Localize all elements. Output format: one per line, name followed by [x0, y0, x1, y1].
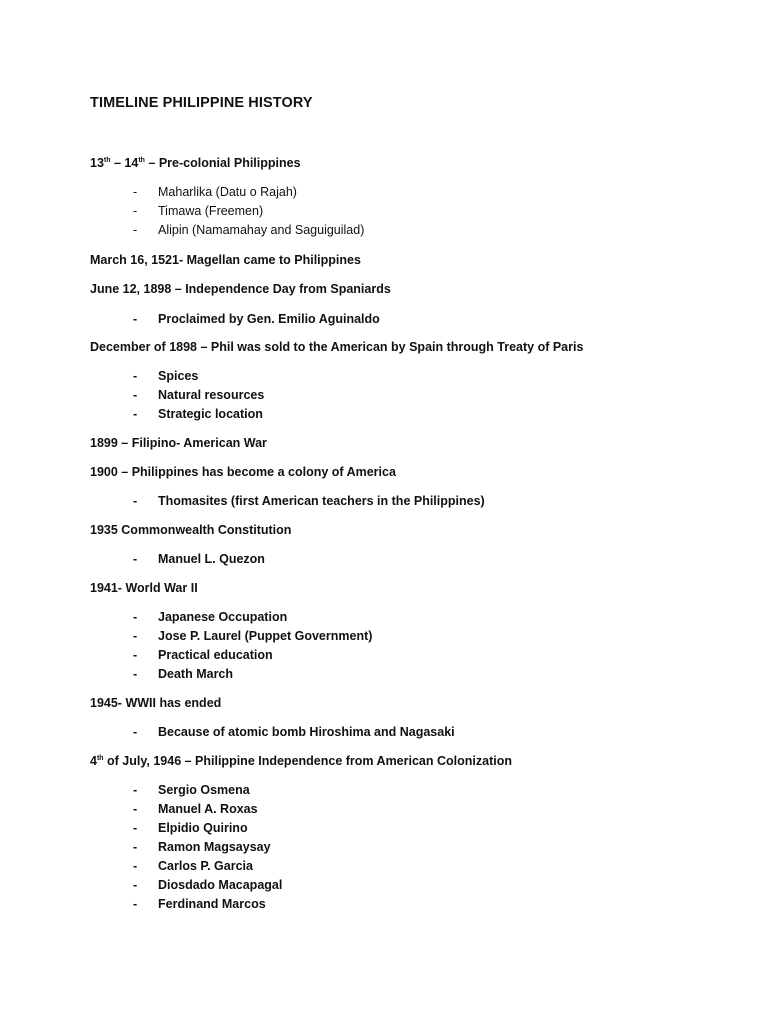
list-item-text: Diosdado Macapagal	[158, 878, 283, 892]
bullet-dash: -	[133, 223, 138, 237]
section-heading: December of 1898 – Phil was sold to the American by Spain through Treaty of Paris	[90, 340, 584, 354]
bullet-dash: -	[133, 802, 138, 816]
list-item-text: Japanese Occupation	[158, 610, 288, 624]
section-heading: 1900 – Philippines has become a colony of America	[90, 465, 396, 479]
list-item-text: Strategic location	[158, 407, 263, 421]
bullet-dash: -	[133, 648, 138, 662]
list-item-text: Alipin (Namamahay and Saguiguilad)	[158, 223, 365, 237]
list-item-text: Maharlika (Datu o Rajah)	[158, 185, 297, 199]
page-title: TIMELINE PHILIPPINE HISTORY	[90, 95, 313, 111]
heading-superscript: th	[96, 754, 104, 762]
bullet-dash: -	[133, 204, 138, 218]
bullet-dash: -	[133, 725, 138, 739]
section-heading	[90, 156, 301, 170]
list-item-text: Sergio Osmena	[158, 783, 250, 797]
section-heading: June 12, 1898 – Independence Day from Spaniards	[90, 282, 391, 296]
list-item-text: Manuel A. Roxas	[158, 802, 258, 816]
heading-text: – Pre-colonial Philippines	[144, 156, 301, 170]
list-item-text: Because of atomic bomb Hiroshima and Nagasaki	[158, 725, 455, 739]
list-item-text: Natural resources	[158, 388, 265, 402]
list-item-text: Death March	[158, 667, 234, 681]
list-item-text: Manuel L. Quezon	[158, 552, 265, 566]
section-heading	[90, 754, 512, 768]
bullet-dash: -	[133, 552, 138, 566]
heading-text: of July, 1946 – Philippine Independence from American Colonization	[103, 754, 512, 768]
heading-superscript: th	[138, 156, 145, 164]
heading-text: 13	[90, 156, 104, 170]
list-item-text: Carlos P. Garcia	[158, 859, 253, 873]
heading-text: – 14	[110, 156, 139, 170]
section-heading: March 16, 1521- Magellan came to Philippines	[90, 253, 361, 267]
bullet-dash: -	[133, 783, 138, 797]
bullet-dash: -	[133, 369, 138, 383]
bullet-dash: -	[133, 667, 138, 681]
list-item-text: Proclaimed by Gen. Emilio Aguinaldo	[158, 312, 380, 326]
bullet-dash: -	[133, 821, 138, 835]
section-heading: 1899 – Filipino- American War	[90, 436, 267, 450]
heading-superscript: th	[103, 156, 111, 164]
list-item-text: Ferdinand Marcos	[158, 897, 266, 911]
bullet-dash: -	[133, 897, 138, 911]
bullet-dash: -	[133, 610, 138, 624]
section-heading: 1935 Commonwealth Constitution	[90, 523, 292, 537]
list-item-text: Timawa (Freemen)	[158, 204, 264, 218]
list-item-text: Thomasites (first American teachers in the Philippines)	[158, 494, 485, 508]
bullet-dash: -	[133, 185, 138, 199]
bullet-dash: -	[133, 629, 138, 643]
list-item-text: Ramon Magsaysay	[158, 840, 271, 854]
bullet-dash: -	[133, 494, 138, 508]
list-item-text: Practical education	[158, 648, 273, 662]
bullet-dash: -	[133, 407, 138, 421]
section-heading: 1941- World War II	[90, 581, 198, 595]
bullet-dash: -	[133, 388, 138, 402]
list-item-text: Jose P. Laurel (Puppet Government)	[158, 629, 373, 643]
section-heading: 1945- WWII has ended	[90, 696, 222, 710]
bullet-dash: -	[133, 312, 138, 326]
bullet-dash: -	[133, 878, 138, 892]
list-item-text: Elpidio Quirino	[158, 821, 248, 835]
bullet-dash: -	[133, 840, 138, 854]
bullet-dash: -	[133, 859, 138, 873]
heading-text: 4	[90, 754, 97, 768]
list-item-text: Spices	[158, 369, 199, 383]
